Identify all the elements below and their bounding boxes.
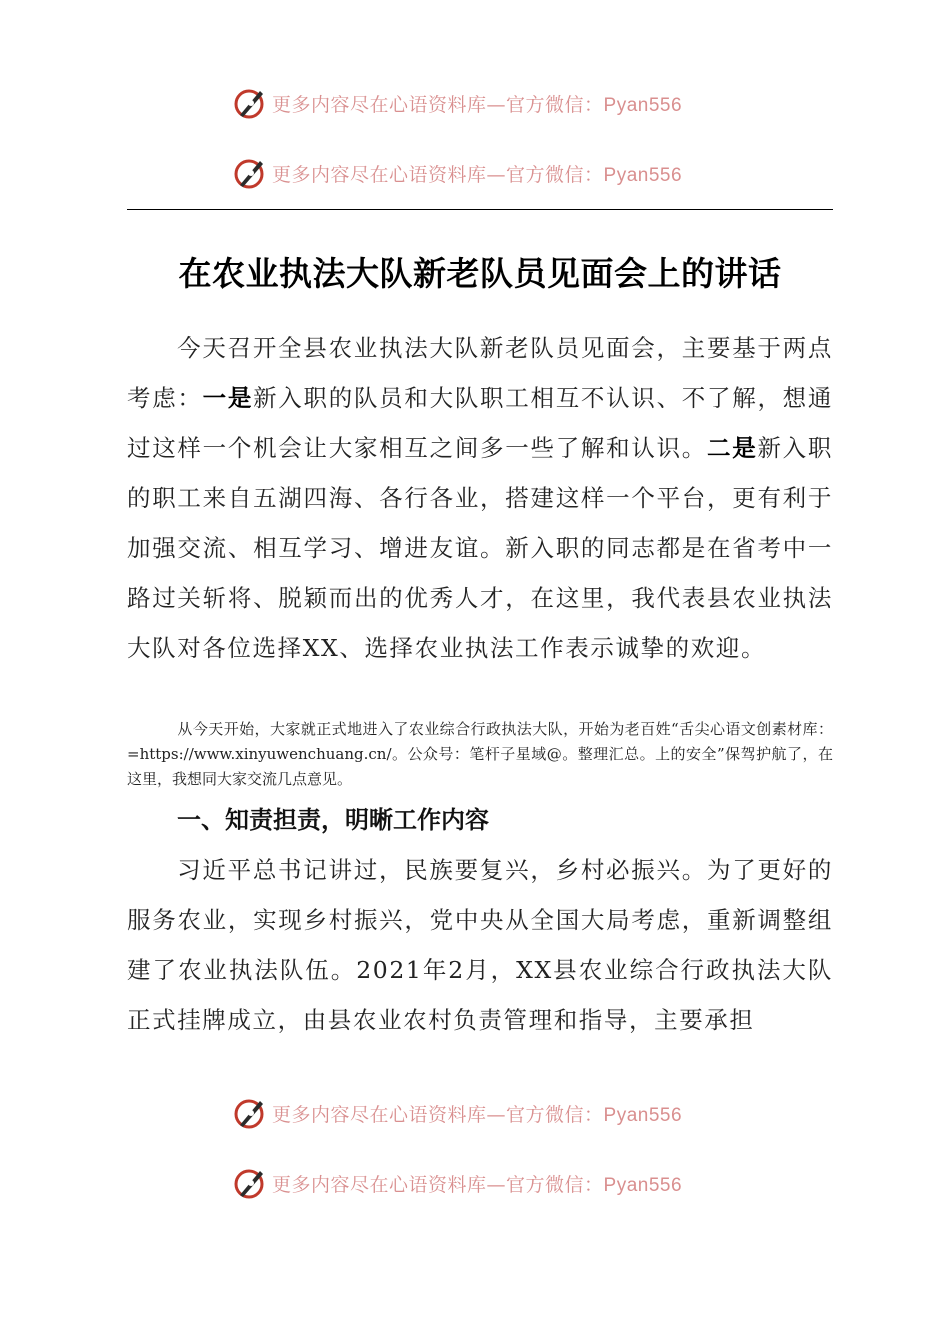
pen-logo-icon bbox=[232, 1165, 268, 1201]
watermark-text: 更多内容尽在心语资料库—官方微信：Pyan556 bbox=[272, 1173, 683, 1196]
point-one-label: 一是 bbox=[202, 384, 254, 412]
watermark-banner-bottom-1 bbox=[232, 1093, 752, 1133]
intro-paragraph: 今天召开全县农业执法大队新老队员见面会，主要基于两点考虑：一是新入职的队员和大队职工相互不认识、不了解，想通过这样一个机会让大家相互之间多一些了解和认识。二是新入职的职工来自五湖四海、各行各业，搭建这样一个平台，更有利于加强交流、相互学习、增进友谊。新入职的同志都是在省考中一路过关斩将、脱颖而出的优秀人才，在这里，我代表县农业执法大队对各位选择XX、选择农业执法工作表示诚挚的欢迎。 bbox=[127, 334, 833, 662]
watermark-banner-top-1 bbox=[232, 83, 752, 123]
pen-logo-icon bbox=[232, 155, 268, 191]
watermark-banner-bottom-2 bbox=[232, 1163, 752, 1203]
point-two-label: 二是 bbox=[707, 434, 758, 462]
watermark-text: 更多内容尽在心语资料库—官方微信：Pyan556 bbox=[272, 93, 683, 116]
watermark-text: 更多内容尽在心语资料库—官方微信：Pyan556 bbox=[272, 163, 683, 186]
pen-logo-icon bbox=[232, 85, 268, 121]
section-1-paragraph: 习近平总书记讲过，民族要复兴，乡村必振兴。为了更好的服务农业，实现乡村振兴，党中央从全国大局考虑，重新调整组建了农业执法队伍。2021年2月，XX县农业综合行政执法大队正式挂牌成立，由县农业农村负责管理和指导，主要承担 bbox=[127, 856, 833, 1034]
section-heading-1: 一、知责担责，明晰工作内容 bbox=[177, 806, 489, 834]
watermark-banner-top-2 bbox=[232, 153, 752, 193]
watermark-text: 更多内容尽在心语资料库—官方微信：Pyan556 bbox=[272, 1103, 683, 1126]
inserted-note-paragraph: 从今天开始，大家就正式地进入了农业综合行政执法大队，开始为老百姓“舌尖心语文创素材库：=https://www.xinyuwenchuang.cn/。公众号：笔杆子星域@。整理汇总。上的安全”保驾护航了，在这里，我想同大家交流几点意见。 bbox=[127, 720, 833, 788]
pen-logo-icon bbox=[232, 1095, 268, 1131]
header-divider bbox=[127, 209, 833, 210]
document-title: 在农业执法大队新老队员见面会上的讲话 bbox=[178, 254, 782, 293]
